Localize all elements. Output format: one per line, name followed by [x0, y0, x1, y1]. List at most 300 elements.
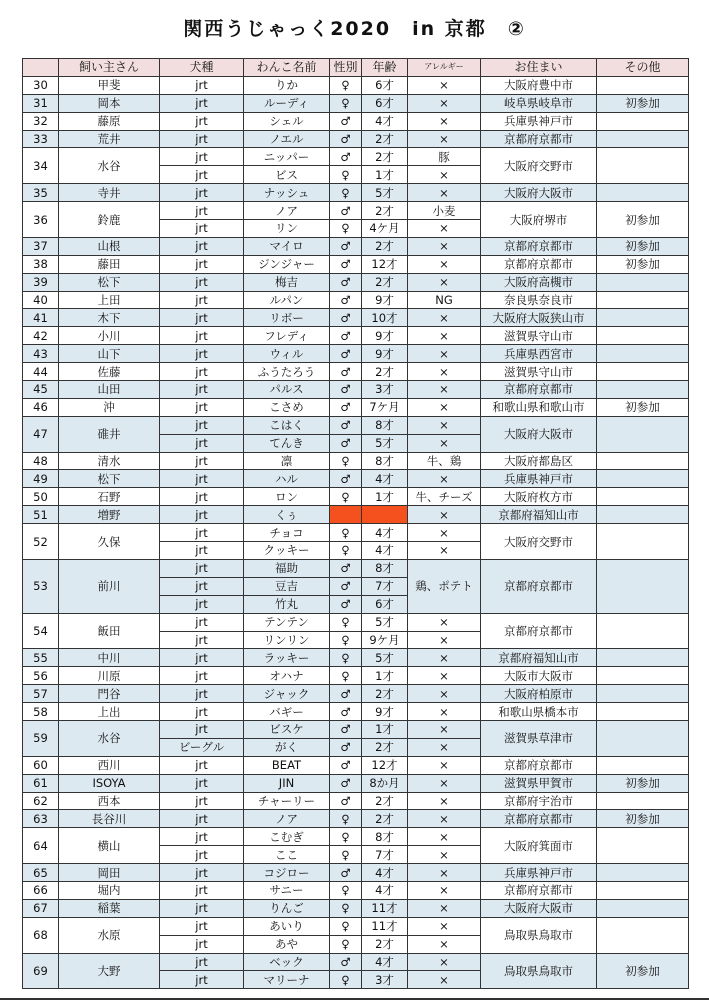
owner-name: 藤田: [59, 255, 160, 273]
owner-name: 上出: [59, 703, 160, 721]
table-row: [23, 524, 689, 542]
dog-name: 梅吉: [244, 273, 330, 291]
dog-name: こさめ: [244, 398, 330, 416]
residence: 大阪府箕面市: [481, 828, 597, 864]
residence: 岐阜県岐阜市: [481, 94, 597, 112]
owner-name: 佐藤: [59, 363, 160, 381]
dog-sex: ♂: [330, 398, 362, 416]
dog-allergy: ×: [408, 953, 481, 971]
dog-breed: jrt: [160, 756, 244, 774]
owner-name: 中川: [59, 649, 160, 667]
dog-name: サニー: [244, 881, 330, 899]
table-row: [23, 184, 689, 202]
table-row: [23, 953, 689, 971]
table-row: [23, 255, 689, 273]
dog-sex: ♀: [330, 649, 362, 667]
dog-allergy: ×: [408, 738, 481, 756]
dog-allergy: ×: [408, 864, 481, 882]
dog-breed: jrt: [160, 667, 244, 685]
dog-age: 7ケ月: [362, 398, 408, 416]
other-note: [597, 381, 689, 399]
residence: 兵庫県神戸市: [481, 470, 597, 488]
entry-number: 38: [23, 255, 59, 273]
dog-allergy: ×: [408, 846, 481, 864]
dog-age: 4ケ月: [362, 220, 408, 238]
table-body: [23, 76, 689, 988]
dog-sex: ♂: [330, 130, 362, 148]
dog-age: 2才: [362, 685, 408, 703]
dog-allergy: ×: [408, 774, 481, 792]
dog-allergy: ×: [408, 810, 481, 828]
table-row: [23, 667, 689, 685]
residence: 大阪府大阪狭山市: [481, 309, 597, 327]
residence: 大阪府大阪市: [481, 416, 597, 452]
other-note: 初参加: [597, 94, 689, 112]
header-no: [23, 59, 59, 77]
residence: 滋賀県草津市: [481, 720, 597, 756]
dog-name: あいり: [244, 917, 330, 935]
entry-number: 52: [23, 524, 59, 560]
dog-breed: jrt: [160, 792, 244, 810]
entry-number: 59: [23, 720, 59, 756]
owner-name: 増野: [59, 506, 160, 524]
entry-number: 41: [23, 309, 59, 327]
dog-breed: jrt: [160, 542, 244, 560]
dog-name: ナッシュ: [244, 184, 330, 202]
dog-sex: ♂: [330, 434, 362, 452]
header-row: [23, 59, 689, 77]
owner-name: 川原: [59, 667, 160, 685]
dog-name: こむぎ: [244, 828, 330, 846]
dog-name: てんき: [244, 434, 330, 452]
dog-name: マイロ: [244, 237, 330, 255]
dog-name: ロン: [244, 488, 330, 506]
entry-number: 36: [23, 202, 59, 238]
dog-sex: [330, 506, 362, 524]
owner-name: 久保: [59, 524, 160, 560]
dog-sex: ♂: [330, 756, 362, 774]
dog-age: 9才: [362, 327, 408, 345]
dog-age: 10才: [362, 309, 408, 327]
dog-age: 2才: [362, 148, 408, 166]
entry-number: 54: [23, 613, 59, 649]
entry-number: 56: [23, 667, 59, 685]
dog-allergy: ×: [408, 667, 481, 685]
table-row: [23, 506, 689, 524]
dog-age: 4才: [362, 542, 408, 560]
dog-age: 8か月: [362, 774, 408, 792]
table-row: [23, 148, 689, 166]
dog-age: 2才: [362, 237, 408, 255]
other-note: 初参加: [597, 774, 689, 792]
owner-name: 水谷: [59, 148, 160, 184]
table-row: [23, 881, 689, 899]
other-note: [597, 148, 689, 184]
other-note: [597, 416, 689, 452]
dog-breed: jrt: [160, 255, 244, 273]
dog-breed: jrt: [160, 220, 244, 238]
dog-name: チャーリー: [244, 792, 330, 810]
residence: 滋賀県守山市: [481, 327, 597, 345]
bottom-divider: [0, 998, 709, 1000]
dog-sex: ♂: [330, 685, 362, 703]
dog-name: 竹丸: [244, 595, 330, 613]
owner-name: 上田: [59, 291, 160, 309]
dog-sex: ♂: [330, 738, 362, 756]
dog-allergy: ×: [408, 470, 481, 488]
dog-sex: ♂: [330, 255, 362, 273]
residence: 大阪府豊中市: [481, 76, 597, 94]
other-note: 初参加: [597, 255, 689, 273]
other-note: [597, 470, 689, 488]
owner-name: 飯田: [59, 613, 160, 649]
owner-name: 前川: [59, 559, 160, 613]
dog-name: テンテン: [244, 613, 330, 631]
dog-sex: ♀: [330, 881, 362, 899]
other-note: [597, 452, 689, 470]
table-row: [23, 112, 689, 130]
entry-number: 57: [23, 685, 59, 703]
dog-name: こはく: [244, 416, 330, 434]
dog-breed: ビーグル: [160, 738, 244, 756]
dog-age: 9ケ月: [362, 631, 408, 649]
dog-breed: jrt: [160, 613, 244, 631]
dog-sex: ♀: [330, 667, 362, 685]
table-row: [23, 613, 689, 631]
dog-allergy: ×: [408, 434, 481, 452]
dog-sex: ♀: [330, 935, 362, 953]
other-note: [597, 291, 689, 309]
dog-breed: jrt: [160, 595, 244, 613]
dog-age: 7才: [362, 846, 408, 864]
dog-breed: jrt: [160, 327, 244, 345]
dog-allergy: ×: [408, 273, 481, 291]
dog-breed: jrt: [160, 434, 244, 452]
dog-age: 4才: [362, 470, 408, 488]
dog-breed: jrt: [160, 685, 244, 703]
entry-number: 40: [23, 291, 59, 309]
dog-sex: ♂: [330, 864, 362, 882]
dog-age: 5才: [362, 613, 408, 631]
header-allergy: アレルギー: [408, 59, 481, 77]
dog-name: リン: [244, 220, 330, 238]
dog-age: 9才: [362, 703, 408, 721]
dog-breed: jrt: [160, 381, 244, 399]
dog-name: リンリン: [244, 631, 330, 649]
dog-sex: ♀: [330, 899, 362, 917]
entry-number: 37: [23, 237, 59, 255]
dog-name: シェル: [244, 112, 330, 130]
dog-age: 8才: [362, 828, 408, 846]
other-note: [597, 309, 689, 327]
dog-allergy: ×: [408, 237, 481, 255]
dog-breed: jrt: [160, 202, 244, 220]
dog-name: ビスケ: [244, 720, 330, 738]
dog-allergy: 鶏、ポテト: [408, 559, 481, 613]
table-row: [23, 363, 689, 381]
residence: 大阪府交野市: [481, 148, 597, 184]
dog-age: 8才: [362, 559, 408, 577]
dog-sex: ♂: [330, 363, 362, 381]
residence: 大阪府堺市: [481, 202, 597, 238]
table-row: [23, 398, 689, 416]
dog-sex: ♀: [330, 971, 362, 989]
dog-breed: jrt: [160, 398, 244, 416]
dog-breed: jrt: [160, 971, 244, 989]
owner-name: 堀内: [59, 881, 160, 899]
dog-allergy: ×: [408, 881, 481, 899]
dog-sex: ♀: [330, 542, 362, 560]
dog-breed: jrt: [160, 774, 244, 792]
residence: 京都府京都市: [481, 613, 597, 649]
entry-number: 53: [23, 559, 59, 613]
dog-sex: ♀: [330, 452, 362, 470]
residence: 奈良県奈良市: [481, 291, 597, 309]
header-owner: 飼い主さん: [59, 59, 160, 77]
dog-name: ノア: [244, 202, 330, 220]
dog-breed: jrt: [160, 112, 244, 130]
dog-name: ノエル: [244, 130, 330, 148]
dog-allergy: ×: [408, 703, 481, 721]
dog-allergy: ×: [408, 971, 481, 989]
dog-allergy: ×: [408, 649, 481, 667]
dog-breed: jrt: [160, 649, 244, 667]
residence: 大阪府都島区: [481, 452, 597, 470]
owner-name: 横山: [59, 828, 160, 864]
table-row: [23, 703, 689, 721]
dog-sex: ♀: [330, 220, 362, 238]
other-note: [597, 667, 689, 685]
owner-name: 西川: [59, 756, 160, 774]
residence: 大阪府大阪市: [481, 899, 597, 917]
table-row: [23, 327, 689, 345]
entry-number: 33: [23, 130, 59, 148]
dog-breed: jrt: [160, 94, 244, 112]
dog-age: 2才: [362, 792, 408, 810]
other-note: [597, 488, 689, 506]
dog-sex: ♂: [330, 309, 362, 327]
dog-sex: ♂: [330, 774, 362, 792]
dog-name: ニッパー: [244, 148, 330, 166]
dog-breed: jrt: [160, 524, 244, 542]
dog-sex: ♀: [330, 810, 362, 828]
table-row: [23, 792, 689, 810]
entry-number: 39: [23, 273, 59, 291]
table-row: [23, 273, 689, 291]
header-dog-name: わんこ名前: [244, 59, 330, 77]
other-note: [597, 613, 689, 649]
other-note: [597, 792, 689, 810]
dog-breed: jrt: [160, 166, 244, 184]
other-note: [597, 864, 689, 882]
dog-allergy: ×: [408, 166, 481, 184]
residence: 京都府京都市: [481, 756, 597, 774]
owner-name: 稲葉: [59, 899, 160, 917]
table-row: [23, 720, 689, 738]
dog-allergy: ×: [408, 130, 481, 148]
residence: 兵庫県西宮市: [481, 345, 597, 363]
residence: 兵庫県神戸市: [481, 864, 597, 882]
owner-name: 寺井: [59, 184, 160, 202]
dog-breed: jrt: [160, 846, 244, 864]
dog-age: 6才: [362, 595, 408, 613]
other-note: [597, 363, 689, 381]
entry-number: 69: [23, 953, 59, 989]
dog-breed: jrt: [160, 237, 244, 255]
table-row: [23, 381, 689, 399]
other-note: [597, 756, 689, 774]
other-note: 初参加: [597, 810, 689, 828]
dog-breed: jrt: [160, 881, 244, 899]
dog-name: クッキー: [244, 542, 330, 560]
entry-number: 66: [23, 881, 59, 899]
dog-sex: ♀: [330, 613, 362, 631]
residence: 大阪市大阪市: [481, 667, 597, 685]
dog-sex: ♀: [330, 184, 362, 202]
dog-age: 2才: [362, 810, 408, 828]
dog-sex: ♂: [330, 559, 362, 577]
table-row: [23, 899, 689, 917]
other-note: 初参加: [597, 398, 689, 416]
dog-age: 11才: [362, 899, 408, 917]
dog-age: 4才: [362, 881, 408, 899]
dog-allergy: ×: [408, 94, 481, 112]
dog-breed: jrt: [160, 953, 244, 971]
dog-name: ジンジャー: [244, 255, 330, 273]
other-note: [597, 917, 689, 953]
dog-name: あや: [244, 935, 330, 953]
residence: 大阪府枚方市: [481, 488, 597, 506]
dog-breed: jrt: [160, 917, 244, 935]
dog-age: 2才: [362, 935, 408, 953]
entry-number: 31: [23, 94, 59, 112]
owner-name: 松下: [59, 470, 160, 488]
dog-breed: jrt: [160, 506, 244, 524]
table-row: [23, 416, 689, 434]
page-title: 関西うじゃっく2020 in 京都 ②: [183, 18, 526, 40]
table-row: [23, 291, 689, 309]
entry-number: 47: [23, 416, 59, 452]
dog-breed: jrt: [160, 899, 244, 917]
dog-sex: ♂: [330, 577, 362, 595]
owner-name: 門谷: [59, 685, 160, 703]
dog-age: 12才: [362, 756, 408, 774]
dog-age: 8才: [362, 452, 408, 470]
other-note: [597, 881, 689, 899]
dog-age: 12才: [362, 255, 408, 273]
owner-name: 石野: [59, 488, 160, 506]
dog-breed: jrt: [160, 130, 244, 148]
dog-sex: ♀: [330, 524, 362, 542]
dog-allergy: ×: [408, 631, 481, 649]
residence: 京都府福知山市: [481, 506, 597, 524]
header-age: 年齢: [362, 59, 408, 77]
dog-breed: jrt: [160, 184, 244, 202]
owner-name: 荒井: [59, 130, 160, 148]
dog-age: 3才: [362, 381, 408, 399]
dog-name: コジロー: [244, 864, 330, 882]
owner-name: 山下: [59, 345, 160, 363]
entry-number: 50: [23, 488, 59, 506]
other-note: [597, 703, 689, 721]
dog-age: 11才: [362, 917, 408, 935]
dog-breed: jrt: [160, 720, 244, 738]
other-note: [597, 828, 689, 864]
dog-sex: ♀: [330, 631, 362, 649]
dog-breed: jrt: [160, 810, 244, 828]
owner-name: 山田: [59, 381, 160, 399]
dog-breed: jrt: [160, 703, 244, 721]
dog-breed: jrt: [160, 416, 244, 434]
other-note: 初参加: [597, 202, 689, 238]
table-row: [23, 810, 689, 828]
dog-name: ベック: [244, 953, 330, 971]
residence: 滋賀県甲賀市: [481, 774, 597, 792]
dog-breed: jrt: [160, 363, 244, 381]
dog-name: ジャック: [244, 685, 330, 703]
dog-name: ふうたろう: [244, 363, 330, 381]
other-note: [597, 685, 689, 703]
dog-allergy: ×: [408, 112, 481, 130]
dog-allergy: ×: [408, 685, 481, 703]
table-row: [23, 309, 689, 327]
dog-allergy: ×: [408, 542, 481, 560]
dog-name: マリーナ: [244, 971, 330, 989]
other-note: [597, 345, 689, 363]
dog-sex: ♀: [330, 94, 362, 112]
header-sex: 性別: [330, 59, 362, 77]
other-note: 初参加: [597, 237, 689, 255]
entry-number: 32: [23, 112, 59, 130]
table-row: [23, 864, 689, 882]
dog-allergy: ×: [408, 792, 481, 810]
table-row: [23, 488, 689, 506]
dog-sex: ♂: [330, 953, 362, 971]
dog-breed: jrt: [160, 452, 244, 470]
dog-allergy: ×: [408, 363, 481, 381]
residence: 和歌山県和歌山市: [481, 398, 597, 416]
residence: 和歌山県橋本市: [481, 703, 597, 721]
dog-sex: ♂: [330, 202, 362, 220]
header-other: その他: [597, 59, 689, 77]
residence: 京都府京都市: [481, 810, 597, 828]
residence: 兵庫県神戸市: [481, 112, 597, 130]
dog-sex: ♂: [330, 792, 362, 810]
other-note: 初参加: [597, 953, 689, 989]
other-note: [597, 899, 689, 917]
dog-allergy: ×: [408, 899, 481, 917]
dog-name: ここ: [244, 846, 330, 864]
dog-name: 福助: [244, 559, 330, 577]
header-breed: 犬種: [160, 59, 244, 77]
entry-number: 44: [23, 363, 59, 381]
dog-name: くぅ: [244, 506, 330, 524]
table-row: [23, 470, 689, 488]
dog-name: ラッキー: [244, 649, 330, 667]
owner-name: 大野: [59, 953, 160, 989]
dog-breed: jrt: [160, 559, 244, 577]
owner-name: 松下: [59, 273, 160, 291]
dog-breed: jrt: [160, 488, 244, 506]
dog-name: ルーディ: [244, 94, 330, 112]
dog-name: ルパン: [244, 291, 330, 309]
dog-allergy: ×: [408, 381, 481, 399]
entry-number: 49: [23, 470, 59, 488]
dog-allergy: ×: [408, 76, 481, 94]
dog-allergy: ×: [408, 720, 481, 738]
owner-name: 小川: [59, 327, 160, 345]
dog-sex: ♂: [330, 703, 362, 721]
